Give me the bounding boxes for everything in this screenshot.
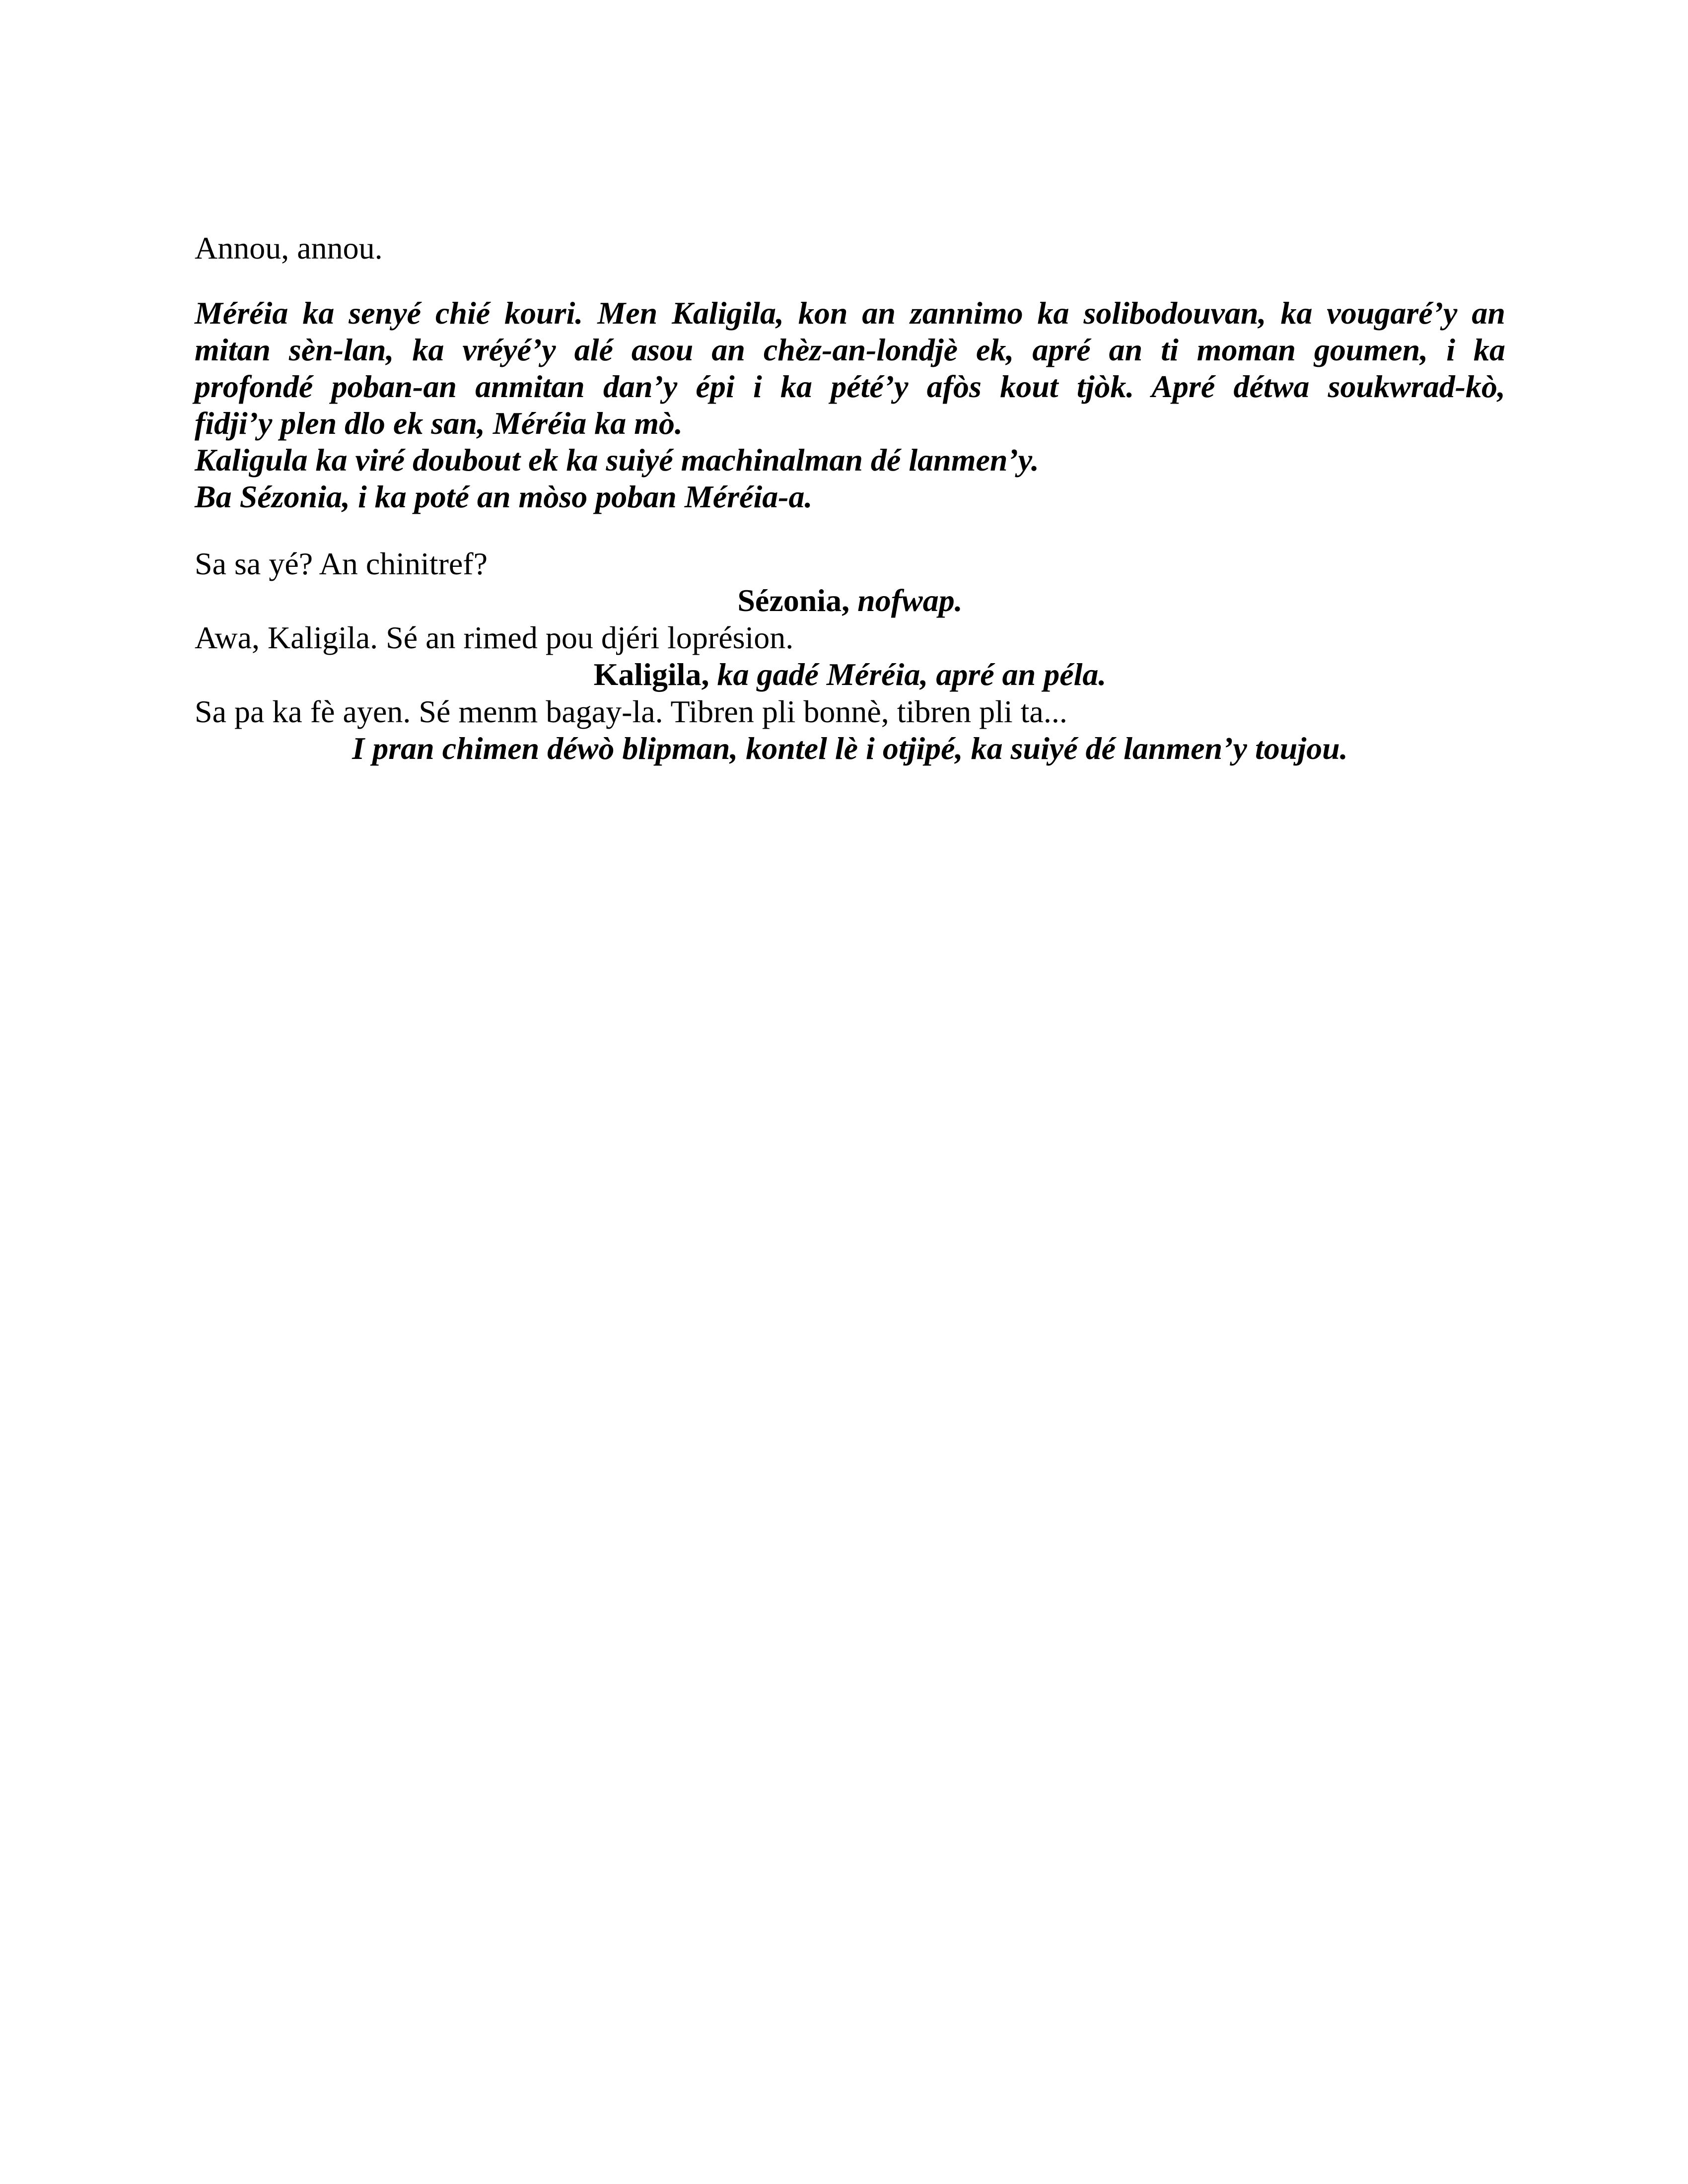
- stage-direction-line: Ba Sézonia, i ka poté an mòso poban Méréia-a.: [195, 479, 813, 514]
- speaker-name: Sézonia,: [737, 583, 850, 618]
- speaker-direction: nofwap.: [857, 583, 963, 618]
- stage-direction-line: profondé poban-an anmitan dan’y épi i ka pété’y afòs kout tjòk. Apré détwa soukwrad-kò,: [195, 369, 1505, 404]
- stage-direction-line: Méréia ka senyé chié kouri. Men Kaligila, kon an zannimo ka solibodouvan, ka vougaré’y an: [195, 295, 1505, 331]
- dialogue-line: Sa pa ka fè ayen. Sé menm bagay-la. Tibren pli bonnè, tibren pli ta...: [195, 694, 1067, 729]
- closing-stage-direction: I pran chimen déwò blipman, kontel lè i otjipé, ka suiyé dé lanmen’y toujou.: [352, 731, 1348, 766]
- stage-direction: [195, 295, 1505, 515]
- dialogue-line: Annou, annou.: [195, 230, 383, 266]
- speaker-name: Kaligila,: [593, 657, 709, 692]
- document-page: [195, 229, 1505, 767]
- stage-direction-line: mitan sèn-lan, ka vréyé’y alé asou an chèz-an-londjè ek, apré an ti moman goumen, i ka: [195, 332, 1505, 367]
- speaker-heading: [195, 656, 1505, 693]
- dialogue-line: Sa sa yé? An chinitref?: [195, 546, 488, 581]
- speaker-heading: [195, 582, 1505, 619]
- stage-direction-line: Kaligula ka viré doubout ek ka suiyé machinalman dé lanmen’y.: [195, 442, 1039, 478]
- speaker-direction: ka gadé Méréia, apré an péla.: [717, 657, 1107, 692]
- dialogue-line: Awa, Kaligila. Sé an rimed pou djéri loprésion.: [195, 620, 794, 655]
- stage-direction-line: fidji’y plen dlo ek san, Méréia ka mò.: [195, 406, 683, 441]
